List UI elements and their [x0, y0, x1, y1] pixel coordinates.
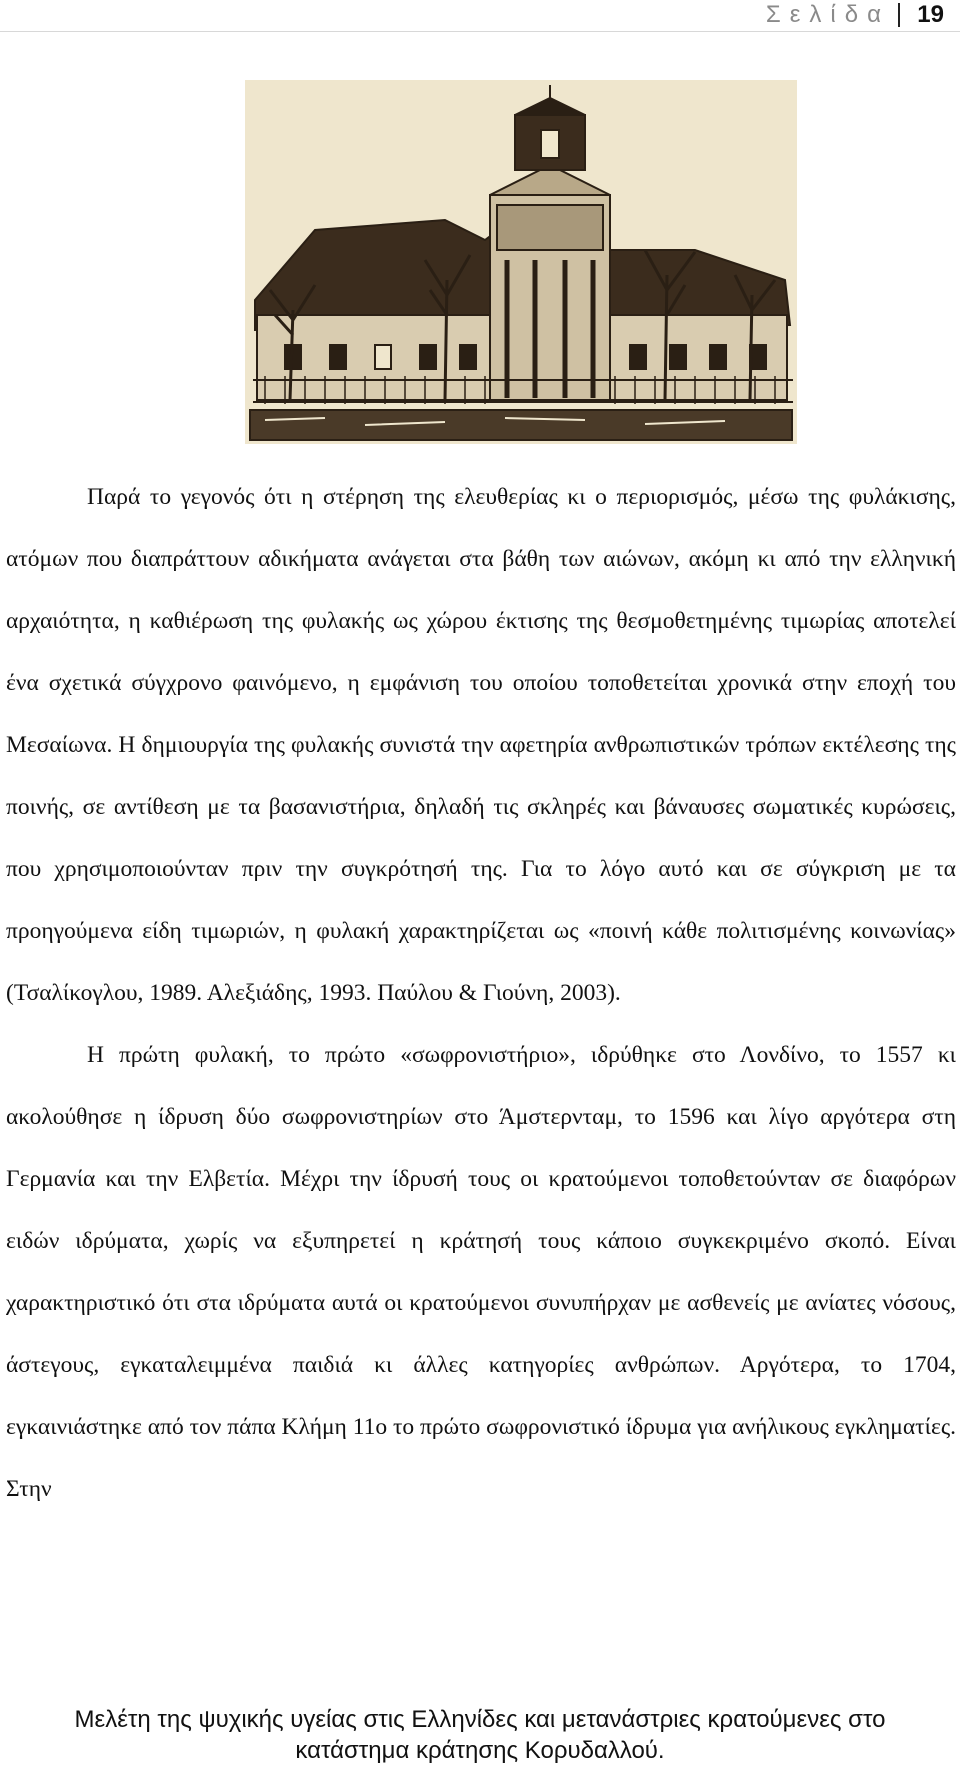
building-illustration — [245, 80, 797, 444]
page-header — [0, 0, 960, 32]
paragraph: Παρά το γεγονός ότι η στέρηση της ελευθερίας κι ο περιορισμός, μέσω της φυλάκισης, ατόμων που διαπράττουν αδικήματα ανάγεται στα βάθη των αιώνων, ακόμη κι από την ελληνική αρχαιότητα, η καθιέρωση της φυλακής ως χώρου έκτισης της θεσμοθετημένης τιμωρίας αποτελεί ένα σχετικά σύγχρονο φαινόμενο, η εμφάνιση του οποίου τοποθετείται χρονικά στην εποχή του Μεσαίωνα. Η δημιουργία της φυλακής συνιστά την αφετηρία ανθρωπιστικών τρόπων εκτέλεσης της ποινής, σε αντίθεση με τα βασανιστήρια, δηλαδή τις σκληρές και βάναυσες σωματικές κυρώσεις, που χρησιμοποιούνταν πριν την συγκρότησή της. Για το λόγο αυτό και σε σύγκριση με τα προηγούμενα είδη τιμωριών, η φυλακή χαρακτηρίζεται ως «ποινή κάθε πολιτισμένης κοινωνίας» (Τσαλίκογλου, 1989. Αλεξιάδης, 1993. Παύλου & Γιούνη, 2003). — [6, 484, 956, 1006]
body-text — [6, 466, 956, 1520]
paragraph: Η πρώτη φυλακή, το πρώτο «σωφρονιστήριο», ιδρύθηκε στο Λονδίνο, το 1557 κι ακολούθησε η ίδρυση δύο σωφρονιστηρίων στο Άμστερνταμ, το 1596 και λίγο αργότερα στη Γερμανία και την Ελβετία. Μέχρι την ίδρυσή τους οι κρατούμενοι τοποθετούνταν σε διαφόρων ειδών ιδρύματα, χωρίς να εξυπηρετεί η κράτησή τους κάποιο συγκεκριμένο σκοπό. Είναι χαρακτηριστικό ότι στα ιδρύματα αυτά οι κρατούμενοι συνυπήρχαν με ασθενείς με ανίατες νόσους, άστεγους, εγκαταλειμμένα παιδιά κι άλλες κατηγορίες ανθρώπων. Αργότερα, το 1704, εγκαινιάστηκε από τον πάπα Κλήμη 11ο το πρώτο σωφρονιστικό ίδρυμα για ανήλικους εγκληματίες. Στην — [6, 1042, 956, 1502]
footer-line: Μελέτη της ψυχικής υγείας στις Ελληνίδες και μετανάστριες κρατούμενες στο — [74, 1706, 886, 1733]
page-number: 19 — [917, 1, 944, 28]
page-footer — [0, 1704, 960, 1766]
page-label: Σελίδα — [765, 1, 890, 28]
prison-building-sketch — [245, 80, 797, 444]
header-separator — [898, 3, 900, 27]
footer-line: κατάστημα κράτησης Κορυδαλλού. — [295, 1737, 665, 1764]
